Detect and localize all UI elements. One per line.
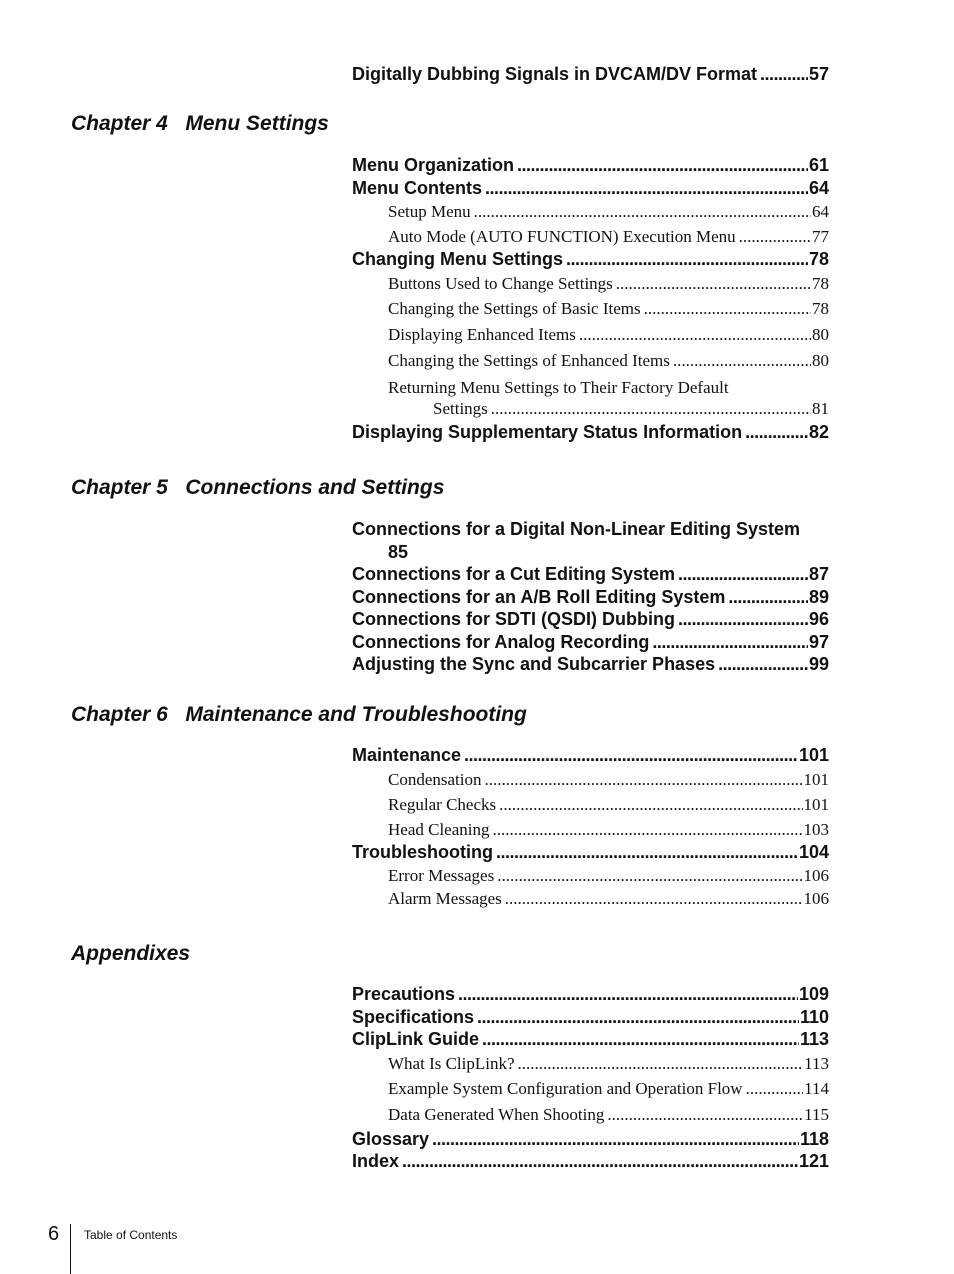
entry-page: 101 <box>798 745 829 765</box>
entry-title: ClipLink Guide <box>352 1029 480 1049</box>
dot-leader <box>505 887 803 910</box>
chapter-heading-4: Chapter 4 Menu Settings <box>71 112 329 135</box>
entry-page: 104 <box>798 842 829 863</box>
toc-appendixes <box>352 983 829 1173</box>
entry-title: Example System Configuration and Operation Flow <box>388 1079 743 1099</box>
entry-title: Menu Contents <box>352 177 482 198</box>
dot-leader <box>644 296 811 322</box>
toc-entry[interactable] <box>352 1028 829 1051</box>
entry-title: What Is ClipLink? <box>388 1053 515 1073</box>
chapter-heading-6: Chapter 6 Maintenance and Troubleshooting <box>71 703 527 726</box>
dot-leader <box>464 744 798 767</box>
entry-page: 103 <box>803 820 829 840</box>
page-number: 6 <box>48 1223 60 1245</box>
entry-page: 80 <box>812 350 829 370</box>
entry-page: 121 <box>798 1151 829 1172</box>
toc-entry[interactable] <box>352 154 829 177</box>
entry-page: 85 <box>388 541 409 562</box>
toc-subentry-wrapped[interactable] <box>352 374 829 419</box>
footer-label: Table of Contents <box>84 1228 178 1242</box>
entry-page: 115 <box>804 1105 829 1125</box>
entry-title: Connections for Analog Recording <box>352 631 650 652</box>
footer-divider <box>70 1224 71 1274</box>
dot-leader <box>745 421 808 444</box>
entry-title: Digitally Dubbing Signals in DVCAM/DV Format <box>352 64 758 84</box>
toc-entry[interactable] <box>352 653 829 676</box>
dot-leader <box>607 1102 803 1128</box>
entry-page: 101 <box>803 769 829 789</box>
entry-title: Head Cleaning <box>388 820 490 840</box>
entry-title: Menu Organization <box>352 155 514 175</box>
entry-page: 110 <box>799 1006 829 1027</box>
entry-page: 61 <box>808 155 829 175</box>
dot-leader <box>718 653 808 676</box>
entry-title: Returning Menu Settings to Their Factory Default <box>388 377 729 397</box>
entry-page: 106 <box>803 865 829 885</box>
dot-leader <box>485 767 803 793</box>
entry-title: Index <box>352 1151 400 1172</box>
dot-leader <box>432 1128 799 1151</box>
toc-entry[interactable] <box>352 586 829 609</box>
toc-subentry[interactable] <box>352 792 829 818</box>
entry-title: Regular Checks <box>388 795 497 815</box>
dot-leader <box>518 1051 804 1077</box>
entry-page: 89 <box>808 586 829 607</box>
entry-title: Error Messages <box>388 865 495 885</box>
toc-entry[interactable] <box>352 1006 829 1029</box>
entry-page: 64 <box>808 177 829 198</box>
entry-title: Setup Menu <box>388 202 471 221</box>
toc-chapter-4 <box>352 154 829 443</box>
entry-page: 114 <box>804 1079 829 1099</box>
entry-title: Connections for SDTI (QSDI) Dubbing <box>352 609 675 629</box>
toc-entry[interactable] <box>352 563 829 586</box>
toc-entry[interactable] <box>352 608 829 631</box>
entry-page: 97 <box>808 631 829 652</box>
toc-subentry[interactable] <box>352 887 829 910</box>
toc-entry-dubbing[interactable] <box>352 63 829 86</box>
entry-page: 78 <box>812 299 829 319</box>
toc-subentry[interactable] <box>352 296 829 322</box>
toc-entry[interactable] <box>352 983 829 1006</box>
entry-title: Precautions <box>352 984 456 1004</box>
toc-entry[interactable] <box>352 177 829 200</box>
toc-entry[interactable] <box>352 841 829 864</box>
dot-leader <box>491 398 811 419</box>
dot-leader <box>739 225 811 248</box>
toc-subentry[interactable] <box>352 199 829 225</box>
entry-page: 99 <box>808 654 829 674</box>
entry-page: 80 <box>812 325 829 345</box>
entry-page: 64 <box>812 202 829 221</box>
dot-leader <box>497 864 802 887</box>
toc-subentry[interactable] <box>352 864 829 887</box>
toc-subentry[interactable] <box>352 322 829 348</box>
appendixes-heading: Appendixes <box>71 942 191 965</box>
entry-page: 78 <box>812 273 829 293</box>
dot-leader <box>746 1076 804 1102</box>
entry-title: Connections for an A/B Roll Editing System <box>352 586 726 607</box>
entry-title: Glossary <box>352 1128 430 1149</box>
toc-entry[interactable] <box>352 248 829 271</box>
dot-leader <box>402 1150 798 1173</box>
entry-title: Connections for a Digital Non-Linear Editing System <box>352 519 801 539</box>
entry-page: 101 <box>803 795 829 815</box>
toc-chapter-6 <box>352 744 829 910</box>
toc-entry[interactable] <box>352 631 829 654</box>
dot-leader <box>566 248 808 271</box>
toc-subentry[interactable] <box>352 767 829 793</box>
dot-leader <box>496 841 798 864</box>
toc-entry[interactable] <box>352 744 829 767</box>
dot-leader <box>760 63 808 86</box>
entry-title: Changing the Settings of Basic Items <box>388 299 641 319</box>
entry-page: 113 <box>804 1053 829 1073</box>
toc-subentry[interactable] <box>352 818 829 841</box>
entry-title-continued: Settings <box>433 398 488 418</box>
toc-subentry[interactable] <box>352 271 829 297</box>
toc-entry[interactable] <box>352 1128 829 1151</box>
toc-subentry[interactable] <box>352 348 829 374</box>
dot-leader <box>652 631 808 654</box>
entry-title: Buttons Used to Change Settings <box>388 273 613 293</box>
entry-title: Adjusting the Sync and Subcarrier Phases <box>352 654 716 674</box>
toc-subentry[interactable] <box>352 1102 829 1128</box>
toc-subentry[interactable] <box>352 1051 829 1077</box>
entry-title: Displaying Supplementary Status Information <box>352 421 743 442</box>
dot-leader <box>493 818 803 841</box>
entry-title: Data Generated When Shooting <box>388 1105 605 1125</box>
entry-page: 82 <box>808 421 829 442</box>
dot-leader <box>485 177 808 200</box>
entry-title: Condensation <box>388 769 482 789</box>
entry-page: 87 <box>808 564 829 584</box>
entry-title: Troubleshooting <box>352 842 493 863</box>
dot-leader <box>477 1006 799 1029</box>
dot-leader <box>474 199 811 225</box>
dot-leader <box>482 1028 799 1051</box>
toc-subentry[interactable] <box>352 1076 829 1102</box>
entry-title: Connections for a Cut Editing System <box>352 564 676 584</box>
toc-entry-wrapped[interactable] <box>352 518 829 563</box>
entry-page: 81 <box>812 398 829 418</box>
dot-leader <box>499 792 802 818</box>
entry-title: Displaying Enhanced Items <box>388 325 576 345</box>
dot-leader <box>678 563 808 586</box>
toc-chapter-5 <box>352 518 829 676</box>
dot-leader <box>616 271 811 297</box>
dot-leader <box>517 154 808 177</box>
toc-entry[interactable] <box>352 421 829 444</box>
dot-leader <box>728 586 808 609</box>
entry-title: Auto Mode (AUTO FUNCTION) Execution Menu <box>388 226 736 246</box>
dot-leader <box>678 608 808 631</box>
entry-title: Maintenance <box>352 745 462 765</box>
toc-entry[interactable] <box>352 1150 829 1173</box>
dot-leader <box>673 348 811 374</box>
entry-title: Changing Menu Settings <box>352 249 563 270</box>
toc-subentry[interactable] <box>352 225 829 248</box>
entry-page: 106 <box>803 889 829 909</box>
dot-leader <box>579 322 811 348</box>
entry-page: 77 <box>812 226 829 246</box>
entry-page: 78 <box>808 249 829 270</box>
entry-title: Specifications <box>352 1006 475 1027</box>
entry-page: 57 <box>808 64 829 84</box>
chapter-heading-5: Chapter 5 Connections and Settings <box>71 476 445 499</box>
entry-title: Changing the Settings of Enhanced Items <box>388 350 670 370</box>
entry-page: 118 <box>799 1128 829 1149</box>
dot-leader <box>458 983 798 1006</box>
entry-page: 109 <box>798 984 829 1004</box>
entry-page: 113 <box>799 1029 829 1049</box>
entry-page: 96 <box>808 609 829 629</box>
entry-title: Alarm Messages <box>388 889 502 909</box>
